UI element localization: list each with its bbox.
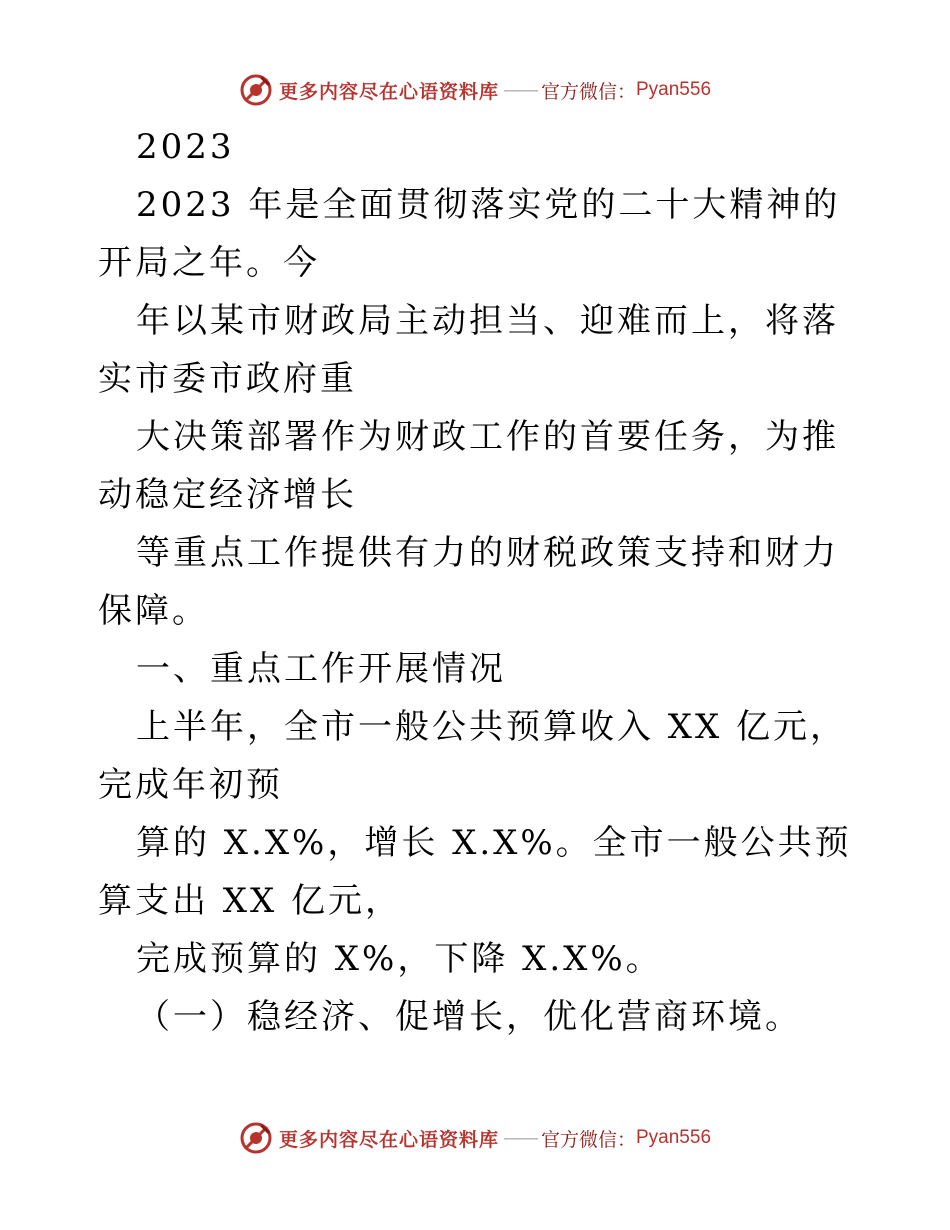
watermark-banner-bottom [0,1118,950,1158]
brand-logo-icon [239,1121,273,1155]
paragraph-revenue: 上半年，全市一般公共预算收入 XX 亿元，完成年初预 [98,707,848,805]
paragraph-revenue-cont-1: 算的 X.X%，增长 X.X%。全市一般公共预算支出 XX 亿元， [98,823,852,921]
banner-text: 更多内容尽在心语资料库 [278,1128,499,1151]
paragraph-intro-cont-1: 年以某市财政局主动担当、迎难而上，将落实市委市政府重 [98,301,839,399]
banner-wechat-label: 官方微信： [540,1128,636,1151]
paragraph-heading-year: 2023 [136,127,235,167]
watermark-banner-top [0,70,950,110]
paragraph-intro-cont-2: 大决策部署作为财政工作的首要任务，为推动稳定经济增长 [98,417,839,515]
banner-separator: —— [502,79,537,101]
brand-logo-icon [239,73,273,107]
banner-wechat-id: Pyan556 [636,1127,712,1148]
banner-separator: —— [502,1127,537,1149]
banner-wechat-label: 官方微信： [540,80,636,103]
paragraph-intro: 2023 年是全面贯彻落实党的二十大精神的开局之年。今 [98,185,841,283]
document-body [98,118,858,1046]
banner-text: 更多内容尽在心语资料库 [278,80,499,103]
section-heading-1: 一、重点工作开展情况 [136,649,506,689]
paragraph-revenue-cont-2: 完成预算的 X%，下降 X.X%。 [136,939,663,979]
paragraph-intro-cont-3: 等重点工作提供有力的财税政策支持和财力保障。 [98,533,839,631]
banner-wechat-id: Pyan556 [636,79,712,100]
subsection-heading-1: （一）稳经济、促增长，优化营商环境。 [136,997,802,1037]
